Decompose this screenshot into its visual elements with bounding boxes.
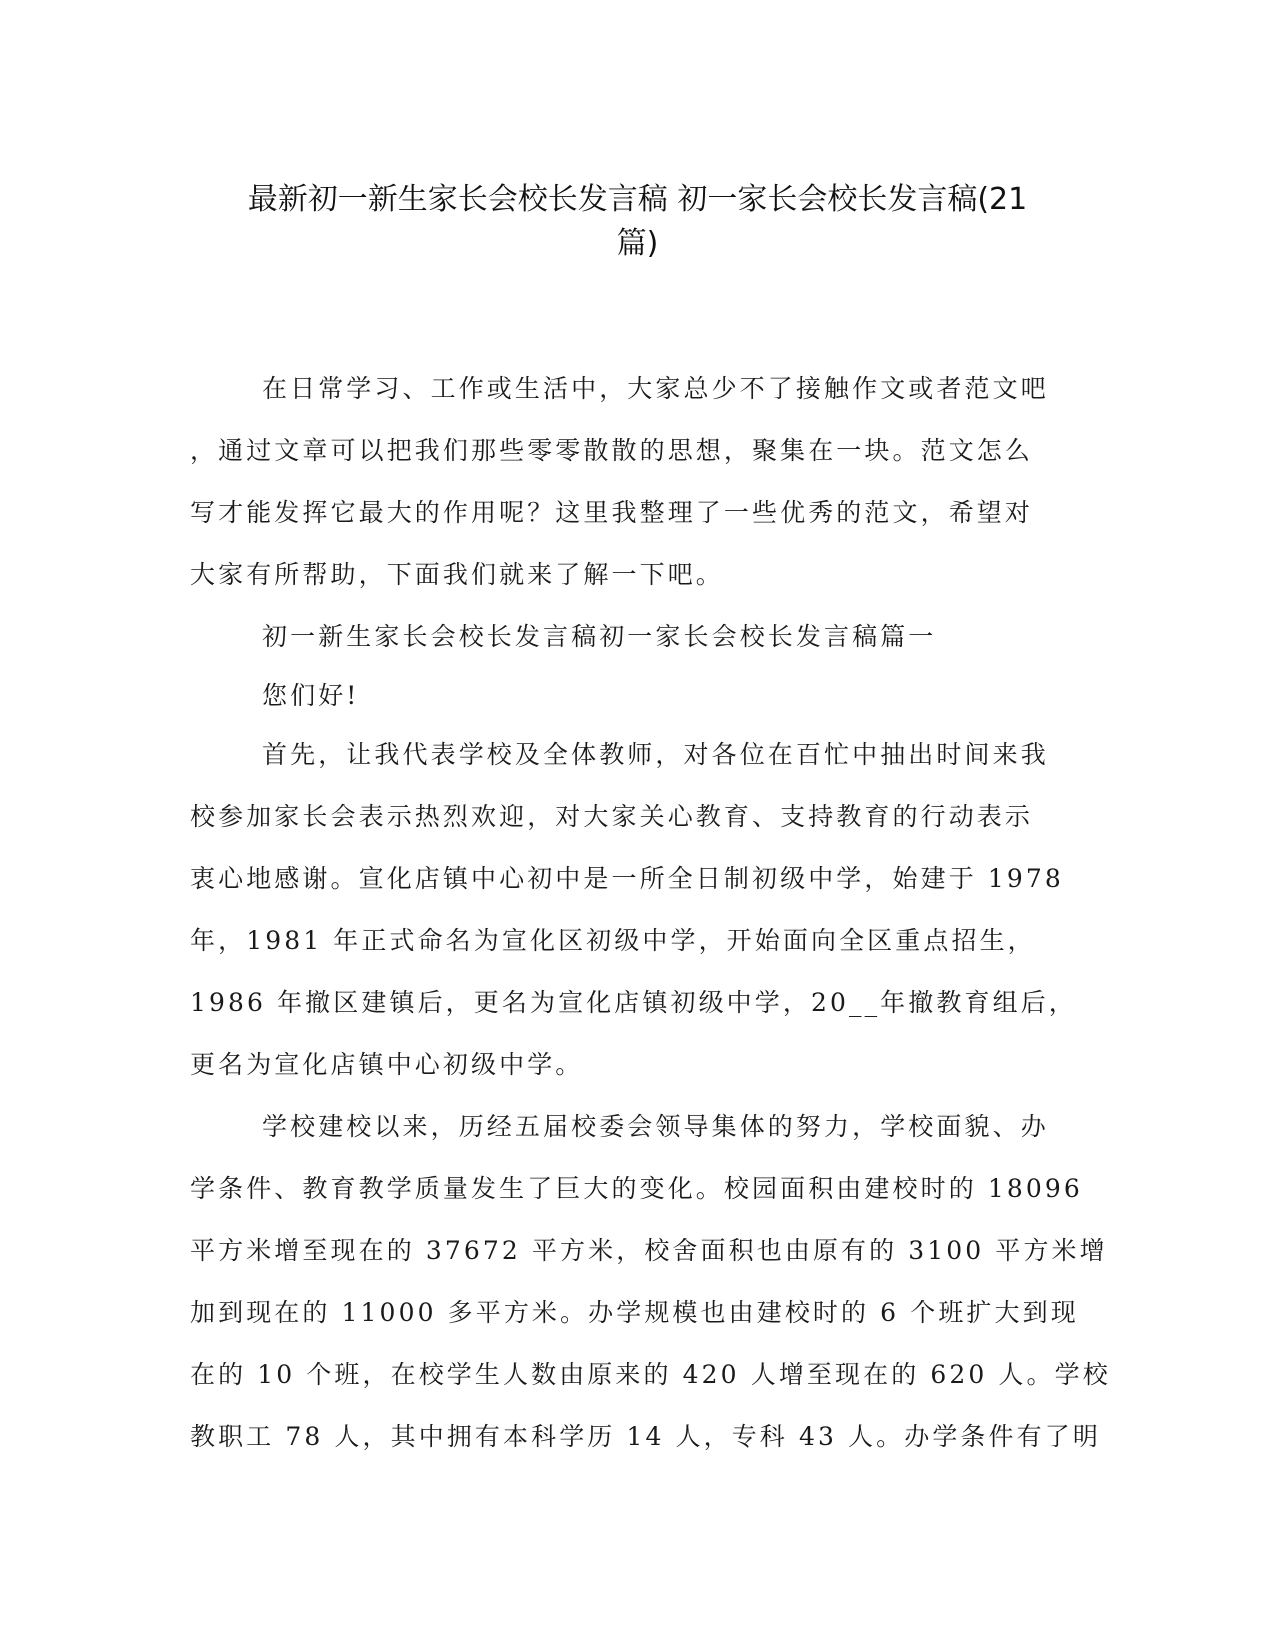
intro-line-4: 大家有所帮助，下面我们就来了解一下吧。 — [190, 560, 724, 589]
title-line-2: 篇) — [616, 226, 659, 261]
para1-line-4: 年，1981 年正式命名为宣化区初级中学，开始面向全区重点招生， — [190, 926, 1036, 955]
greeting: 您们好! — [262, 681, 360, 710]
title-line-1: 最新初一新生家长会校长发言稿 初一家长会校长发言稿(21 — [247, 182, 1028, 217]
intro-line-1: 在日常学习、工作或生活中，大家总少不了接触作文或者范文吧 — [262, 374, 1049, 403]
para1-line-3: 衷心地感谢。宣化店镇中心初中是一所全日制初级中学，始建于 1978 — [190, 864, 1064, 893]
para2-line-1: 学校建校以来，历经五届校委会领导集体的努力，学校面貌、办 — [262, 1112, 1049, 1141]
para2-line-2: 学条件、教育教学质量发生了巨大的变化。校园面积由建校时的 18096 — [190, 1174, 1083, 1203]
intro-line-2: ，通过文章可以把我们那些零零散散的思想，聚集在一块。范文怎么 — [190, 436, 1034, 465]
para2-line-3: 平方米增至现在的 37672 平方米，校舍面积也由原有的 3100 平方米增 — [190, 1236, 1108, 1265]
section-heading: 初一新生家长会校长发言稿初一家长会校长发言稿篇一 — [262, 622, 937, 651]
document-title — [190, 178, 1085, 266]
intro-line-3: 写才能发挥它最大的作用呢？这里我整理了一些优秀的范文，希望对 — [190, 498, 1034, 527]
para1-line-6: 更名为宣化店镇中心初级中学。 — [190, 1050, 584, 1079]
para1-line-1: 首先，让我代表学校及全体教师，对各位在百忙中抽出时间来我 — [262, 740, 1049, 769]
para2-line-4: 加到现在的 11000 多平方米。办学规模也由建校时的 6 个班扩大到现 — [190, 1298, 1079, 1327]
intro-paragraph — [190, 370, 1090, 618]
para2-line-5: 在的 10 个班，在校学生人数由原来的 420 人增至现在的 620 人。学校 — [190, 1360, 1111, 1389]
document-body — [190, 370, 1111, 1480]
para2-line-6: 教职工 78 人，其中拥有本科学历 14 人，专科 43 人。办学条件有了明 — [190, 1422, 1101, 1451]
paragraph-2 — [190, 1108, 1111, 1480]
para1-line-2: 校参加家长会表示热烈欢迎，对大家关心教育、支持教育的行动表示 — [190, 802, 1034, 831]
paragraph-1 — [190, 736, 1090, 1108]
para1-line-5: 1986 年撤区建镇后，更名为宣化店镇初级中学，20__年撤教育组后， — [190, 988, 1077, 1017]
